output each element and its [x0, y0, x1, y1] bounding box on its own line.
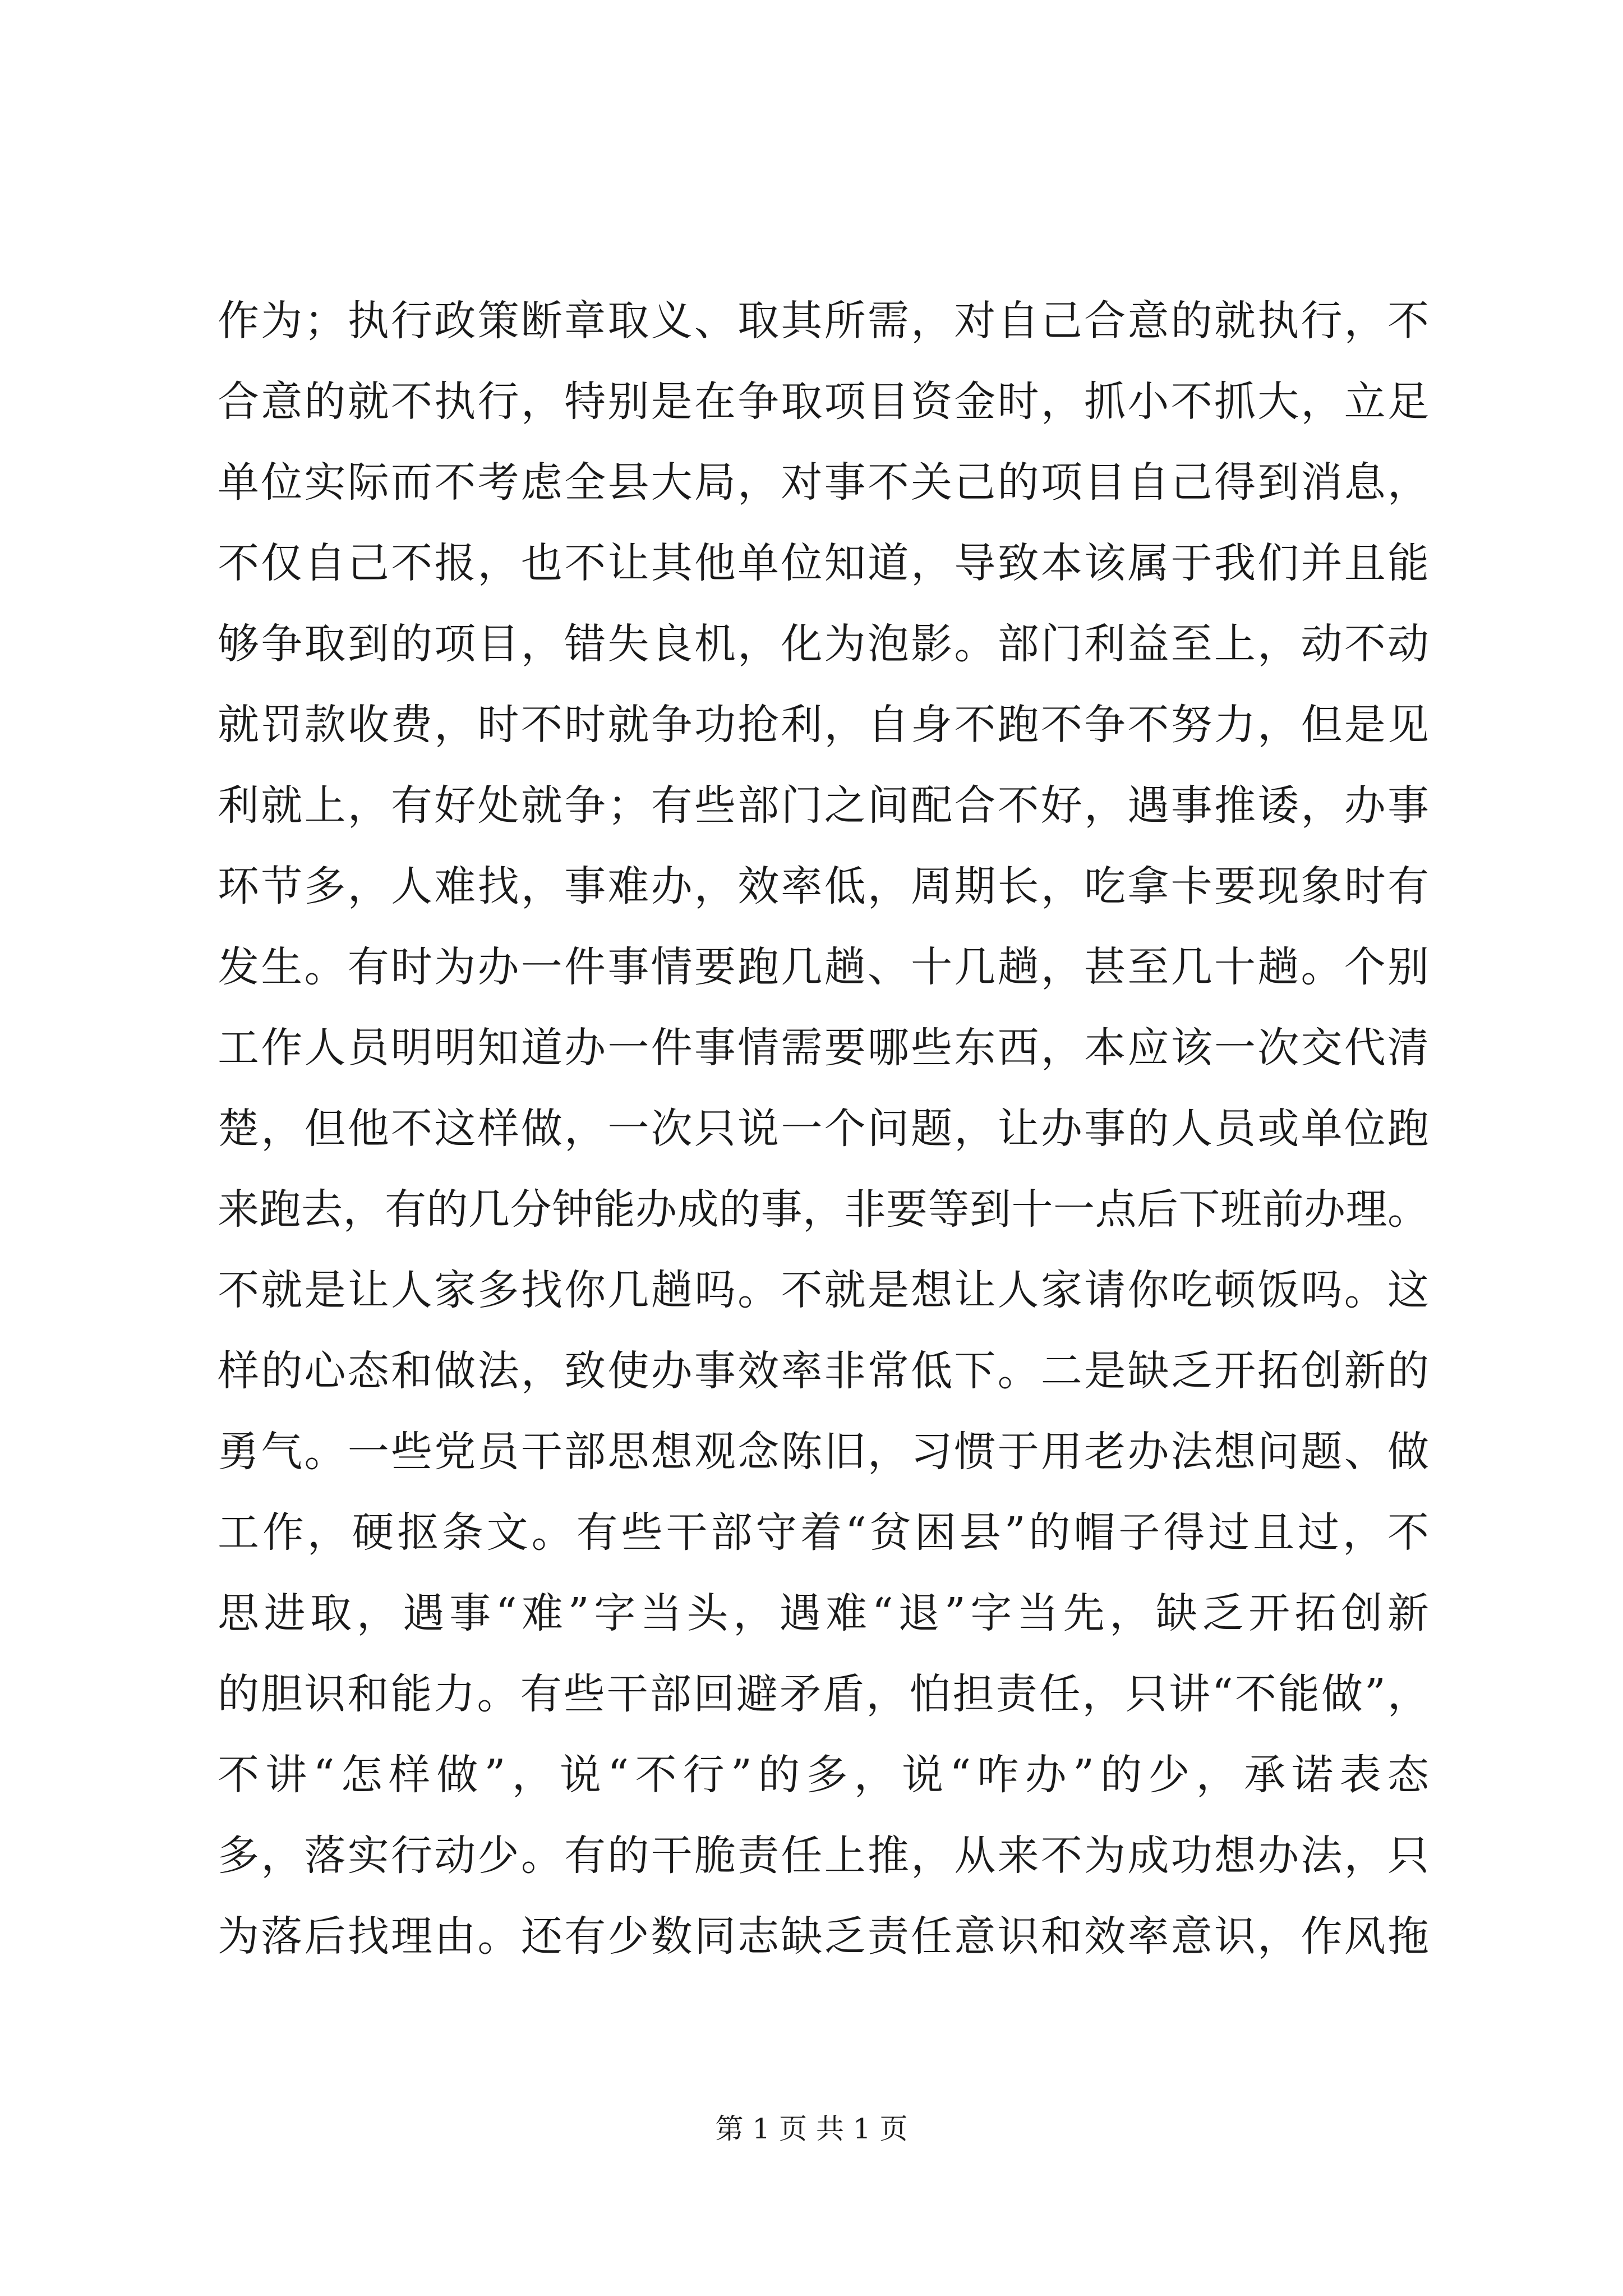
text-line: 多，落实行动少。有的干脆责任上推，从来不为成功想办法，只	[218, 1832, 1429, 1880]
page-footer: 第 1 页 共 1 页	[715, 2113, 908, 2145]
text-line: 的胆识和能力。有些干部回避矛盾，怕担责任，只讲“不能做”，	[218, 1670, 1429, 1718]
text-line: 样的心态和做法，致使办事效率非常低下。二是缺乏开拓创新的	[218, 1347, 1429, 1395]
body-text	[218, 280, 1429, 1977]
text-line: 环节多，人难找，事难办，效率低，周期长，吃拿卡要现象时有	[218, 862, 1429, 910]
text-line: 不仅自己不报，也不让其他单位知道，导致本该属于我们并且能	[218, 539, 1429, 587]
text-line: 就罚款收费，时不时就争功抢利，自身不跑不争不努力，但是见	[218, 701, 1429, 749]
text-line: 勇气。一些党员干部思想观念陈旧，习惯于用老办法想问题、做	[218, 1428, 1429, 1476]
text-line: 工作，硬抠条文。有些干部守着“贫困县”的帽子得过且过，不	[218, 1508, 1429, 1557]
text-line: 够争取到的项目，错失良机，化为泡影。部门利益至上，动不动	[218, 620, 1429, 668]
text-line: 为落后找理由。还有少数同志缺乏责任意识和效率意识，作风拖	[218, 1912, 1429, 1961]
text-line: 单位实际而不考虑全县大局，对事不关己的项目自己得到消息，	[218, 458, 1429, 507]
text-line: 作为；执行政策断章取义、取其所需，对自己合意的就执行，不	[218, 297, 1429, 345]
text-line: 利就上，有好处就争；有些部门之间配合不好，遇事推诿，办事	[218, 781, 1429, 830]
text-line: 不就是让人家多找你几趟吗。不就是想让人家请你吃顿饭吗。这	[218, 1266, 1429, 1314]
text-line: 来跑去，有的几分钟能办成的事，非要等到十一点后下班前办理。	[218, 1185, 1429, 1234]
text-line: 发生。有时为办一件事情要跑几趟、十几趟，甚至几十趟。个别	[218, 943, 1429, 991]
text-line: 工作人员明明知道办一件事情需要哪些东西，本应该一次交代清	[218, 1024, 1429, 1072]
text-line: 楚，但他不这样做，一次只说一个问题，让办事的人员或单位跑	[218, 1105, 1429, 1153]
text-line: 思进取，遇事“难”字当头，遇难“退”字当先，缺乏开拓创新	[218, 1589, 1429, 1637]
text-line: 合意的就不执行，特别是在争取项目资金时，抓小不抓大，立足	[218, 378, 1429, 426]
text-line: 不讲“怎样做”，说“不行”的多，说“咋办”的少，承诺表态	[218, 1751, 1429, 1799]
